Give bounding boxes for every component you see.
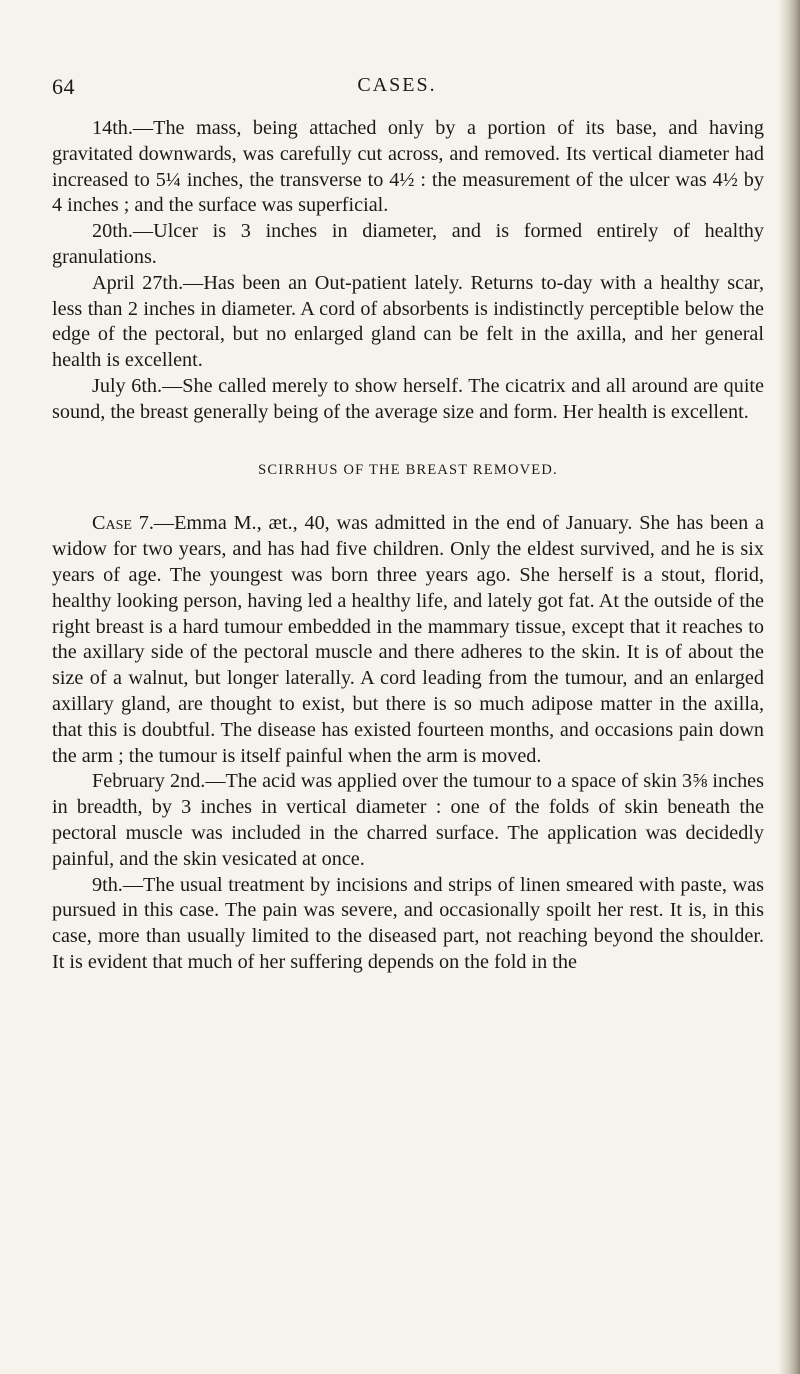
paragraph-case-7 xyxy=(52,511,764,769)
body-text xyxy=(52,116,764,976)
page-header xyxy=(52,74,742,104)
paragraph-20th: 20th.—Ulcer is 3 inches in diameter, and is formed entirely of healthy granulations. xyxy=(52,220,764,268)
case-intro-text: —Emma M., æt., 40, was admitted in the end of January. She has been a widow for two years, and has had five children. Only the eldest survived, and he is six years of age. The youngest was born three years ago. She herself is a stout, florid, healthy looking person, having led a healthy life, and lately got fat. At the outside of the right breast is a hard tumour embedded in the mammary tissue, except that it reaches to the axillary side of the pectoral muscle and there adheres to the skin. It is of about the size of a walnut, but longer laterally. A cord leading from the tumour, and an enlarged axillary gland, are thought to exist, but there is so much adipose matter in the axilla, that this is doubtful. The disease has existed fourteen months, and occasions pain down the arm ; the tumour is itself painful when the arm is moved. xyxy=(52,512,764,767)
paragraph-february-2nd: February 2nd.—The acid was applied over the tumour to a space of skin 3⅝ inches in breadth, by 3 inches in vertical diameter : one of the folds of skin beneath the pectoral muscle was included in the charred surface. The application was decidedly painful, and the skin vesicated at once. xyxy=(52,770,764,870)
paragraph-april-27th: April 27th.—Has been an Out-patient lately. Returns to-day with a healthy scar, less than 2 inches in diameter. A cord of absorbents is indistinctly perceptible below the edge of the pectoral, but no enlarged gland can be felt in the axilla, and her general health is excellent. xyxy=(52,271,764,372)
paragraph-july-6th: July 6th.—She called merely to show herself. The cicatrix and all around are quite sound, the breast generally being of the average size and form. Her health is excellent. xyxy=(52,374,764,423)
running-title: CASES. xyxy=(357,74,437,96)
paragraph-9th: 9th.—The usual treatment by incisions and strips of linen smeared with paste, was pursued in this case. The pain was severe, and occasionally spoilt her rest. It is, in this case, more than usually limited to the diseased part, not reaching beyond the shoulder. It is evident that much of her suffering depends on the fold in the xyxy=(52,873,764,973)
section-heading: SCIRRHUS OF THE BREAST REMOVED. xyxy=(258,461,558,478)
case-label: Case 7. xyxy=(92,512,154,535)
page-number: 64 xyxy=(52,74,75,99)
page-edge-shadow xyxy=(778,0,800,1374)
paragraph-14th: 14th.—The mass, being attached only by a portion of its base, and having gravitated downwards, was carefully cut across, and removed. Its vertical diameter had increased to 5¼ inches, the transverse to 4½ : the measurement of the ulcer was 4½ by 4 inches ; and the surface was superficial. xyxy=(52,117,764,217)
